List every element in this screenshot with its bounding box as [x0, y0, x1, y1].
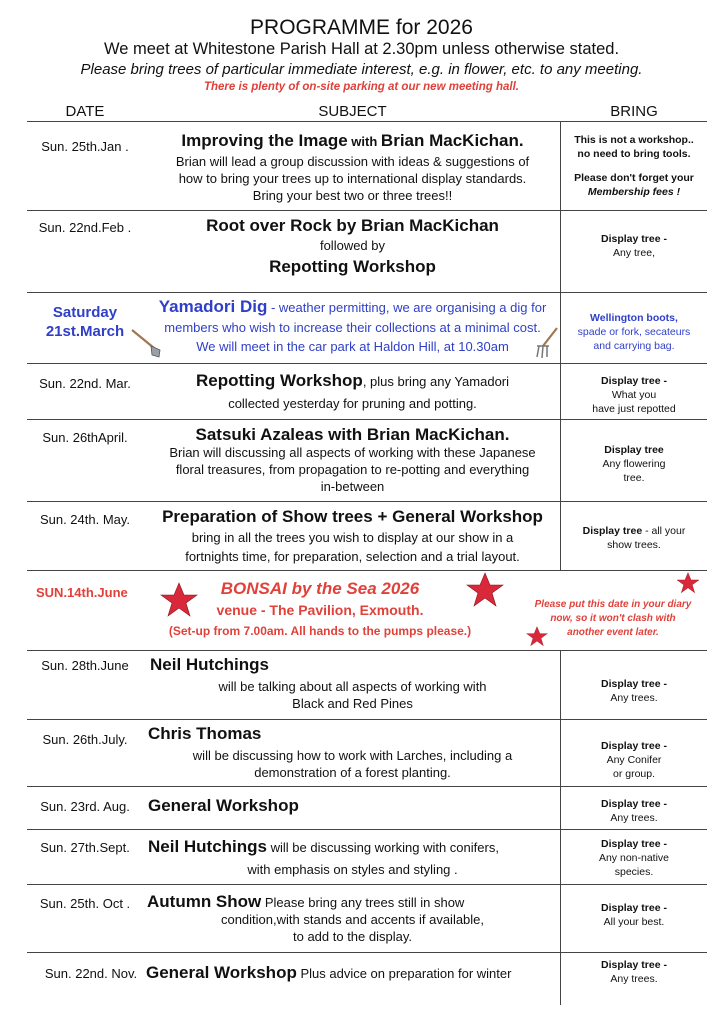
bring-text: Any non-native — [598, 852, 670, 864]
bring-label: Display tree - — [601, 902, 667, 914]
row-body-line: (Set-up from 7.00am. All hands to the pumps please.) — [168, 624, 472, 638]
row-date: Sun. 22nd. Nov. — [44, 966, 138, 981]
star-icon — [676, 572, 700, 594]
page-title: PROGRAMME for 2026 — [250, 16, 473, 39]
row-divider — [27, 570, 707, 571]
row-divider — [27, 210, 707, 211]
row-subject — [145, 656, 560, 712]
bring-line: another event later. — [567, 627, 659, 638]
row-divider — [27, 650, 707, 651]
row-date: Sun. 25th. Oct . — [39, 896, 131, 911]
row-bring — [562, 311, 706, 353]
row-title: Yamadori Dig — [158, 297, 268, 316]
row-date: Sun. 22nd.Feb . — [38, 220, 132, 235]
bring-text: All your best. — [603, 916, 665, 928]
row-bring — [562, 374, 706, 416]
bring-label: Display tree - — [601, 959, 667, 971]
row-body-line: bring in all the trees you wish to display at our show in a — [191, 530, 514, 545]
row-divider — [27, 829, 707, 830]
row-title: General Workshop — [148, 796, 299, 815]
trees-line: Please bring trees of particular immediate interest, e.g. in flower, etc. to any meeting. — [80, 61, 643, 78]
row-divider — [27, 292, 707, 293]
bring-label: Display tree - — [601, 375, 667, 387]
row-date: Sun. 27th.Sept. — [40, 840, 130, 855]
row-body-line: Brian will lead a group discussion with ideas & suggestions of — [175, 154, 530, 169]
row-title-rest: will be discussing working with conifers, — [267, 840, 499, 855]
row-title: Repotting Workshop — [195, 371, 363, 390]
row-divider — [27, 121, 707, 122]
row-date: Sun. 22nd. Mar. — [39, 376, 131, 391]
row-bring — [562, 797, 706, 825]
bring-text: Any flowering — [602, 458, 666, 470]
row-body-line: We will meet in the car park at Haldon Hill, at 10.30am — [196, 339, 509, 354]
row-body-line: collected yesterday for pruning and potting. — [228, 396, 477, 411]
row-bring — [518, 598, 708, 640]
bring-line: Membership fees ! — [587, 186, 681, 198]
row-title-2: Repotting Workshop — [269, 257, 436, 276]
row-divider — [27, 884, 707, 885]
row-subject — [145, 964, 560, 982]
row-divider — [27, 419, 707, 420]
row-body-line: demonstration of a forest planting. — [254, 765, 451, 780]
row-date — [28, 303, 142, 341]
row-divider — [27, 952, 707, 953]
bring-text: show trees. — [607, 539, 661, 551]
row-body-line: to add to the display. — [292, 929, 412, 944]
date-line-2: 21st.March — [45, 323, 125, 340]
row-date: Sun. 24th. May. — [39, 512, 131, 527]
row-date: SUN.14th.June — [36, 585, 128, 600]
fork-icon — [533, 326, 563, 360]
bring-label: Display tree - — [601, 798, 667, 810]
row-subject — [145, 725, 560, 781]
row-bring — [562, 133, 706, 199]
row-title-rest: , plus bring any Yamadori — [362, 374, 510, 389]
row-body-line: members who wish to increase their collections at a minimal cost. — [164, 320, 541, 335]
row-divider — [27, 501, 707, 502]
row-title-rest: Plus advice on preparation for winter — [296, 966, 512, 981]
column-header-bring: BRING — [610, 103, 658, 120]
bring-line: now, so it won't clash with — [550, 613, 676, 624]
bring-label: Display tree — [582, 525, 643, 537]
row-subject — [145, 797, 560, 814]
row-body-line: fortnights time, for preparation, selection and a trial layout. — [185, 549, 520, 564]
bring-line: Please don't forget your — [574, 172, 694, 184]
row-body-line: condition,with stands and accents if available, — [220, 912, 485, 927]
bring-label: Display tree - — [601, 678, 667, 690]
row-body-line: Black and Red Pines — [292, 696, 413, 711]
row-divider — [27, 363, 707, 364]
row-subject — [145, 508, 560, 565]
column-header-subject: SUBJECT — [318, 103, 387, 120]
bring-label-rest: - all your — [642, 525, 686, 537]
bring-label: Display tree - — [601, 740, 667, 752]
bring-line: and carrying bag. — [593, 340, 675, 352]
bring-text: Any tree, — [612, 247, 656, 259]
row-bring — [562, 677, 706, 705]
row-title: Satsuki Azaleas with Brian MacKichan. — [195, 425, 510, 444]
row-subject — [150, 580, 490, 640]
bring-text: What you — [611, 389, 657, 401]
bring-text: Any trees. — [610, 692, 658, 704]
row-title-rest: Please bring any trees still in show — [261, 895, 465, 910]
row-bring — [562, 958, 706, 986]
row-body-line: how to bring your trees up to international display standards. — [178, 171, 527, 186]
row-date: Sun. 23rd. Aug. — [40, 799, 130, 814]
bring-label: Display tree - — [601, 233, 667, 245]
row-title: Preparation of Show trees + General Workshop — [162, 507, 543, 526]
bring-text: tree. — [623, 472, 645, 484]
row-subject — [145, 298, 560, 355]
row-subject — [145, 893, 560, 945]
bring-text: Any Conifer — [606, 754, 662, 766]
row-body-line: with emphasis on styles and styling . — [247, 862, 458, 877]
bring-line: Wellington boots, — [590, 312, 678, 324]
row-title: Autumn Show — [147, 892, 262, 911]
bring-label: Display tree - — [601, 838, 667, 850]
bring-label: Display tree — [604, 444, 664, 456]
row-bring — [562, 901, 706, 929]
bring-text: Any trees. — [610, 812, 658, 824]
row-title-with: with — [351, 134, 378, 149]
row-followed: followed by — [319, 238, 386, 253]
date-line-1: Saturday — [52, 304, 118, 321]
row-date: Sun. 25th.Jan . — [41, 139, 129, 154]
row-title: Improving the Image — [181, 131, 348, 150]
bring-line: spade or fork, secateurs — [577, 326, 691, 338]
row-title: Root over Rock by Brian MacKichan — [206, 216, 499, 235]
row-body-line: in-between — [320, 479, 385, 494]
row-title: Neil Hutchings — [150, 655, 270, 674]
row-bring — [562, 837, 706, 879]
row-subject — [145, 426, 560, 495]
bring-text: have just repotted — [592, 403, 676, 415]
row-bring — [562, 739, 706, 781]
bring-line: This is not a workshop.. — [574, 134, 694, 146]
row-divider — [27, 786, 707, 787]
row-subject — [145, 372, 560, 412]
venue-line: We meet at Whitestone Parish Hall at 2.30pm unless otherwise stated. — [103, 40, 620, 58]
column-divider — [560, 650, 561, 1005]
bring-line: no need to bring tools. — [577, 148, 691, 160]
row-title: BONSAI by the Sea 2026 — [220, 579, 420, 598]
row-bring — [562, 524, 706, 552]
bring-text: or group. — [612, 768, 656, 780]
row-date: Sun. 26thApril. — [42, 430, 128, 445]
bring-text: species. — [614, 866, 654, 878]
column-header-date: DATE — [65, 103, 105, 120]
row-subject — [145, 217, 560, 275]
row-title: Neil Hutchings — [148, 837, 268, 856]
row-body-line: floral treasures, from propagation to re-potting and everything — [175, 462, 530, 477]
row-title: General Workshop — [146, 963, 297, 982]
row-subject — [145, 132, 560, 204]
row-title-name: Brian MacKichan. — [380, 131, 524, 150]
row-body-line: Bring your best two or three trees!! — [252, 188, 453, 203]
row-date: Sun. 28th.June — [41, 658, 129, 673]
row-title-rest: - weather permitting, we are organising a dig for — [267, 300, 547, 315]
row-body-line: will be discussing how to work with Larches, including a — [192, 748, 513, 763]
row-subject — [145, 838, 560, 878]
row-bring — [562, 443, 706, 485]
row-body-line: venue - The Pavilion, Exmouth. — [216, 602, 424, 618]
row-body-line: will be talking about all aspects of working with — [218, 679, 487, 694]
row-title: Chris Thomas — [148, 724, 262, 743]
row-body-line: Brian will discussing all aspects of working with these Japanese — [169, 445, 536, 460]
row-divider — [27, 719, 707, 720]
bring-text: Any trees. — [610, 973, 658, 985]
row-date: Sun. 26th.July. — [42, 732, 128, 747]
parking-line: There is plenty of on-site parking at our new meeting hall. — [203, 81, 520, 93]
bring-line: Please put this date in your diary — [534, 599, 692, 610]
row-bring — [562, 232, 706, 260]
